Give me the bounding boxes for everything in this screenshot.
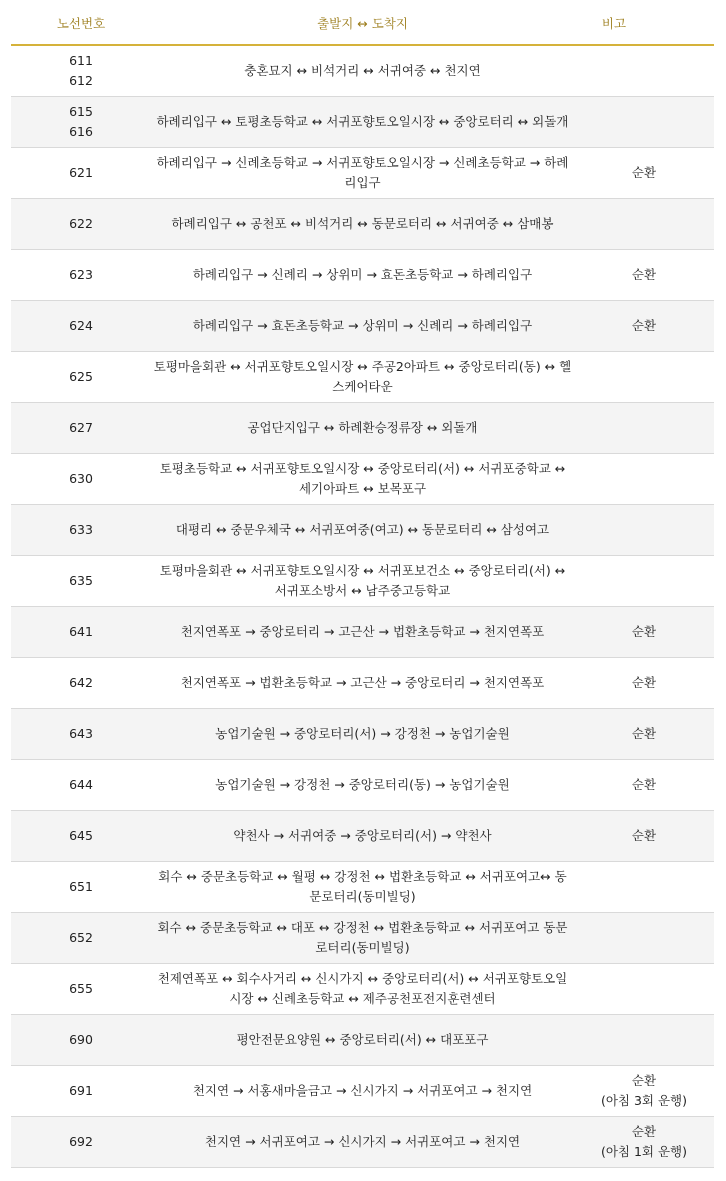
route-number-cell (11, 148, 151, 199)
route-number-cell (11, 811, 151, 862)
table-row (11, 454, 714, 505)
route-number: 615 (69, 104, 93, 119)
route-path-cell (151, 607, 574, 658)
route-note: 순환 (631, 675, 657, 690)
route-path-cell (151, 403, 574, 454)
route-number: 690 (69, 1032, 93, 1047)
table-row (11, 862, 714, 913)
route-number: 622 (69, 216, 93, 231)
route-number-cell (11, 352, 151, 403)
table-row (11, 607, 714, 658)
route-path-cell (151, 1117, 574, 1168)
header-origin-destination: 출발지 ↔ 도착지 (151, 10, 574, 45)
route-note-cell (574, 964, 714, 1015)
route-number-cell (11, 913, 151, 964)
route-path-cell (151, 352, 574, 403)
table-row (11, 199, 714, 250)
route-path: 하례리입구 ↔ 공천포 ↔ 비석거리 ↔ 동문로터리 ↔ 서귀여중 ↔ 삼매봉 (171, 216, 554, 231)
table-row (11, 505, 714, 556)
route-note-cell (574, 556, 714, 607)
route-number: 624 (69, 318, 93, 333)
route-number-cell (11, 403, 151, 454)
header-route-number: 노선번호 (11, 10, 151, 45)
route-number: 692 (69, 1134, 93, 1149)
route-note-cell (574, 1066, 714, 1117)
route-path: 공업단지입구 ↔ 하례환승정류장 ↔ 외돌개 (247, 420, 478, 435)
route-number: 633 (69, 522, 93, 537)
route-note-cell (574, 760, 714, 811)
route-number: 635 (69, 573, 93, 588)
route-path-cell (151, 658, 574, 709)
route-path: 천지연폭포 → 중앙로터리 → 고근산 → 법환초등학교 → 천지연폭포 (180, 624, 545, 639)
route-number-cell (11, 964, 151, 1015)
table-row (11, 403, 714, 454)
route-note-cell (574, 862, 714, 913)
route-path: 천제연폭포 ↔ 회수사거리 ↔ 신시가지 ↔ 중앙로터리(서) ↔ 서귀포향토오일시장 ↔ 신례초등학교 ↔ 제주공천포전지훈련센터 (157, 971, 568, 1006)
route-number-cell (11, 556, 151, 607)
route-number-cell (11, 250, 151, 301)
route-number-cell (11, 1066, 151, 1117)
table-row (11, 1066, 714, 1117)
route-note-cell (574, 250, 714, 301)
route-note: 순환 (631, 267, 657, 282)
route-number: 643 (69, 726, 93, 741)
table-row (11, 1117, 714, 1168)
route-note: (아침 3회 운행) (600, 1093, 688, 1108)
table-row (11, 97, 714, 148)
route-number-cell (11, 658, 151, 709)
route-path-cell (151, 709, 574, 760)
route-path-cell (151, 505, 574, 556)
route-number: 642 (69, 675, 93, 690)
route-path-cell (151, 301, 574, 352)
route-path: 토평마을회관 ↔ 서귀포향토오일시장 ↔ 서귀포보건소 ↔ 중앙로터리(서) ↔ 서귀포소방서 ↔ 남주중고등학교 (159, 563, 566, 598)
route-path: 대평리 ↔ 중문우체국 ↔ 서귀포여중(여고) ↔ 동문로터리 ↔ 삼성여고 (175, 522, 550, 537)
route-number: 655 (69, 981, 93, 996)
route-path: 천지연 → 서홍새마을금고 → 신시가지 → 서귀포여고 → 천지연 (192, 1083, 533, 1098)
route-path-cell (151, 811, 574, 862)
route-number-cell (11, 505, 151, 556)
route-path-cell (151, 250, 574, 301)
route-number-cell (11, 45, 151, 97)
header-note: 비고 (574, 10, 714, 45)
route-number: 612 (69, 73, 93, 88)
route-note-cell (574, 403, 714, 454)
route-path: 하례리입구 → 신례리 → 상위미 → 효돈초등학교 → 하례리입구 (192, 267, 533, 282)
route-number-cell (11, 760, 151, 811)
route-note: 순환 (631, 318, 657, 333)
route-path: 충혼묘지 ↔ 비석거리 ↔ 서귀여중 ↔ 천지연 (244, 63, 481, 78)
table-row (11, 658, 714, 709)
route-path-cell (151, 913, 574, 964)
route-note: 순환 (631, 165, 657, 180)
route-note-cell (574, 301, 714, 352)
route-note-cell (574, 658, 714, 709)
route-number-cell (11, 607, 151, 658)
route-note: 순환 (631, 777, 657, 792)
route-number-cell (11, 97, 151, 148)
route-number-cell (11, 709, 151, 760)
route-note-cell (574, 199, 714, 250)
route-number: 645 (69, 828, 93, 843)
route-note-cell (574, 913, 714, 964)
route-note: 순환 (631, 828, 657, 843)
table-row (11, 1015, 714, 1066)
route-path-cell (151, 1015, 574, 1066)
route-path: 농업기술원 → 중앙로터리(서) → 강정천 → 농업기술원 (215, 726, 510, 741)
route-number: 625 (69, 369, 93, 384)
table-header-row (11, 10, 714, 45)
route-number: 644 (69, 777, 93, 792)
route-note-cell (574, 454, 714, 505)
route-path: 농업기술원 → 강정천 → 중앙로터리(동) → 농업기술원 (215, 777, 510, 792)
table-row (11, 250, 714, 301)
route-number: 651 (69, 879, 93, 894)
route-path-cell (151, 199, 574, 250)
route-number-cell (11, 862, 151, 913)
route-note: (아침 1회 운행) (600, 1144, 688, 1159)
table-row (11, 709, 714, 760)
table-row (11, 148, 714, 199)
route-path-cell (151, 760, 574, 811)
route-note: 순환 (631, 1124, 657, 1139)
route-number: 691 (69, 1083, 93, 1098)
route-note: 순환 (631, 726, 657, 741)
route-path: 평안전문요양원 ↔ 중앙로터리(서) ↔ 대포포구 (236, 1032, 489, 1047)
route-path: 회수 ↔ 중문초등학교 ↔ 월평 ↔ 강정천 ↔ 법환초등학교 ↔ 서귀포여고↔ 동문로터리(동미빌딩) (158, 869, 567, 904)
route-number: 616 (69, 124, 93, 139)
table-row (11, 811, 714, 862)
route-number: 623 (69, 267, 93, 282)
route-number: 652 (69, 930, 93, 945)
route-path-cell (151, 97, 574, 148)
route-path-cell (151, 1066, 574, 1117)
route-number: 627 (69, 420, 93, 435)
table-row (11, 964, 714, 1015)
route-path: 토평마을회관 ↔ 서귀포향토오일시장 ↔ 주공2아파트 ↔ 중앙로터리(동) ↔ 헬스케어타운 (153, 359, 572, 394)
route-path: 천지연 → 서귀포여고 → 신시가지 → 서귀포여고 → 천지연 (204, 1134, 521, 1149)
route-path-cell (151, 862, 574, 913)
route-path: 하례리입구 ↔ 토평초등학교 ↔ 서귀포향토오일시장 ↔ 중앙로터리 ↔ 외돌개 (156, 114, 569, 129)
route-note-cell (574, 148, 714, 199)
table-row (11, 760, 714, 811)
route-note-cell (574, 352, 714, 403)
route-path: 하례리입구 → 효돈초등학교 → 상위미 → 신례리 → 하례리입구 (192, 318, 533, 333)
route-note-cell (574, 607, 714, 658)
bus-route-table (11, 10, 714, 1168)
route-note: 순환 (631, 624, 657, 639)
route-number: 641 (69, 624, 93, 639)
route-note: 순환 (631, 1073, 657, 1088)
route-path-cell (151, 454, 574, 505)
route-note-cell (574, 97, 714, 148)
route-path: 토평초등학교 ↔ 서귀포향토오일시장 ↔ 중앙로터리(서) ↔ 서귀포중학교 ↔ 세기아파트 ↔ 보목포구 (159, 461, 566, 496)
table-row (11, 45, 714, 97)
table-body (11, 45, 714, 1168)
route-number: 621 (69, 165, 93, 180)
route-note-cell (574, 1015, 714, 1066)
route-path-cell (151, 556, 574, 607)
route-path: 하례리입구 → 신례초등학교 → 서귀포향토오일시장 → 신례초등학교 → 하례리입구 (156, 155, 569, 190)
route-path-cell (151, 964, 574, 1015)
route-number-cell (11, 1015, 151, 1066)
table-row (11, 352, 714, 403)
route-path-cell (151, 45, 574, 97)
route-path: 회수 ↔ 중문초등학교 ↔ 대포 ↔ 강정천 ↔ 법환초등학교 ↔ 서귀포여고 동문로터리(동미빌딩) (157, 920, 568, 955)
route-path-cell (151, 148, 574, 199)
route-number-cell (11, 199, 151, 250)
route-number: 630 (69, 471, 93, 486)
table-row (11, 913, 714, 964)
route-number-cell (11, 301, 151, 352)
route-note-cell (574, 811, 714, 862)
route-note-cell (574, 709, 714, 760)
route-path: 천지연폭포 → 법환초등학교 → 고근산 → 중앙로터리 → 천지연폭포 (180, 675, 545, 690)
route-note-cell (574, 45, 714, 97)
route-number-cell (11, 454, 151, 505)
route-path: 약천사 → 서귀여중 → 중앙로터리(서) → 약천사 (233, 828, 492, 843)
route-note-cell (574, 1117, 714, 1168)
table-row (11, 301, 714, 352)
route-number: 611 (69, 53, 93, 68)
table-row (11, 556, 714, 607)
route-note-cell (574, 505, 714, 556)
route-number-cell (11, 1117, 151, 1168)
